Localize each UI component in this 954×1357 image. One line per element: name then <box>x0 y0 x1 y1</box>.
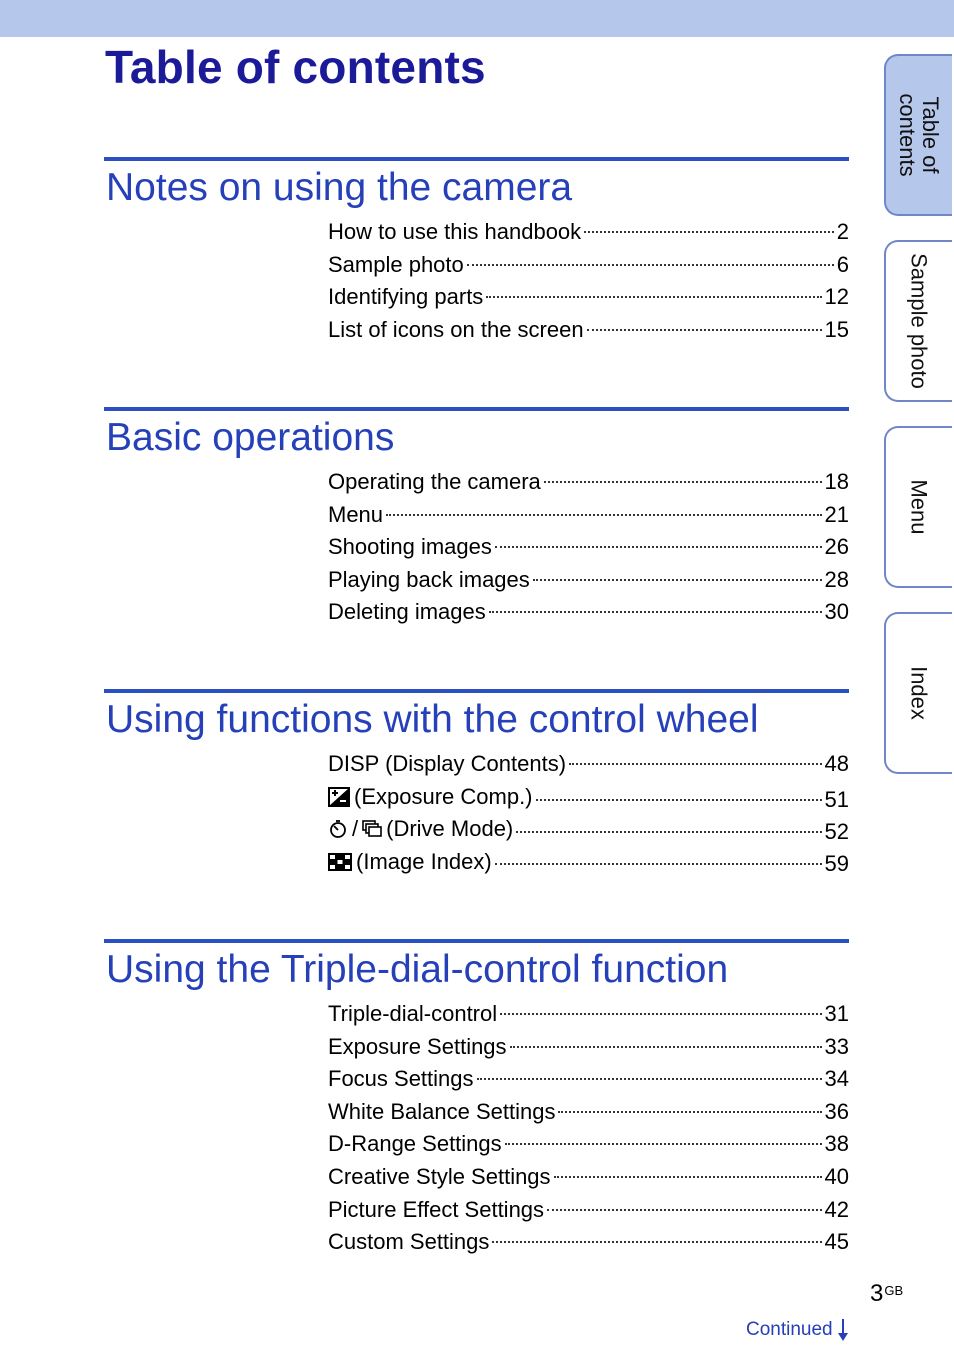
toc-entry-label: Custom Settings <box>328 1229 490 1255</box>
toc-entry-page: 36 <box>824 1098 849 1124</box>
top-bar <box>0 0 954 37</box>
leader-dots <box>500 1013 821 1015</box>
toc-entry-label: (Drive Mode) <box>386 816 514 842</box>
toc-entry-label: DISP (Display Contents) <box>328 751 567 776</box>
page-number <box>870 1280 903 1308</box>
toc-entry-label: How to use this handbook <box>328 219 582 244</box>
toc-entry-page: 33 <box>824 1033 849 1059</box>
section-rule <box>104 407 849 411</box>
toc-entry-page: 59 <box>824 850 849 876</box>
section-title[interactable]: Using functions with the control wheel <box>106 698 759 741</box>
page-title: Table of contents <box>105 41 486 93</box>
section-control-wheel <box>104 689 849 743</box>
tab-label-line2: contents <box>895 93 920 177</box>
toc-entry-label-group <box>328 849 492 875</box>
toc-entry-page: 18 <box>824 469 849 494</box>
page-number-value: 3 <box>870 1280 884 1307</box>
leader-dots <box>495 546 822 548</box>
toc-entry-page: 31 <box>824 1001 849 1026</box>
leader-dots <box>467 264 834 266</box>
toc-entries <box>328 469 849 632</box>
toc-entry[interactable] <box>328 534 849 567</box>
toc-entry-label: Exposure Settings <box>328 1033 507 1059</box>
section-rule <box>104 939 849 943</box>
toc-entry-page: 45 <box>824 1229 849 1255</box>
exposure-comp-icon <box>328 787 350 807</box>
leader-dots <box>505 1143 822 1145</box>
leader-dots <box>569 763 822 765</box>
toc-entry[interactable] <box>328 816 849 849</box>
toc-entry-page: 52 <box>824 819 849 845</box>
toc-entry[interactable] <box>328 784 849 817</box>
toc-entry-label: Picture Effect Settings <box>328 1196 545 1222</box>
toc-entry[interactable] <box>328 567 849 600</box>
toc-entries <box>328 219 849 349</box>
tab-label: Menu <box>906 479 932 535</box>
section-rule <box>104 157 849 161</box>
toc-entry[interactable] <box>328 1066 849 1099</box>
toc-entry-label: Identifying parts <box>328 284 484 310</box>
page-number-suffix: GB <box>884 1283 904 1298</box>
toc-entry-label: White Balance Settings <box>328 1098 556 1124</box>
toc-entry-label: Creative Style Settings <box>328 1163 551 1189</box>
toc-entry[interactable] <box>328 1001 849 1034</box>
toc-entry-label: Triple-dial-control <box>328 1001 498 1026</box>
toc-entry[interactable] <box>328 1197 849 1230</box>
leader-dots <box>536 799 822 801</box>
image-index-icon <box>328 853 352 871</box>
leader-dots <box>544 481 822 483</box>
toc-entry-label: D-Range Settings <box>328 1131 502 1157</box>
toc-entry[interactable] <box>328 751 849 784</box>
leader-dots <box>486 296 821 298</box>
toc-entry[interactable] <box>328 849 849 882</box>
drive-mode-separator: / <box>352 816 359 842</box>
toc-entry-label-group <box>328 784 533 810</box>
leader-dots <box>558 1111 821 1113</box>
toc-entry-label: (Image Index) <box>356 848 492 874</box>
section-title[interactable]: Using the Triple-dial-control function <box>106 948 729 991</box>
toc-entry-label: Menu <box>328 501 384 527</box>
toc-entry[interactable] <box>328 1164 849 1197</box>
section-title[interactable]: Basic operations <box>106 416 395 459</box>
toc-entry-label: Focus Settings <box>328 1066 474 1092</box>
toc-entry-label: List of icons on the screen <box>328 316 584 342</box>
toc-entry-label: Shooting images <box>328 534 492 560</box>
toc-entry-page: 12 <box>824 284 849 310</box>
leader-dots <box>554 1176 822 1178</box>
section-triple-dial <box>104 939 849 993</box>
tab-label: Index <box>906 666 932 720</box>
toc-entry[interactable] <box>328 599 849 632</box>
continued-label: Continued <box>746 1319 833 1340</box>
tab-sample-photo[interactable] <box>884 240 952 402</box>
leader-dots <box>584 231 834 233</box>
leader-dots <box>587 329 822 331</box>
toc-entry-page: 42 <box>824 1196 849 1222</box>
toc-entry[interactable] <box>328 1034 849 1067</box>
tab-label-line1: Table of <box>918 96 943 174</box>
toc-entry[interactable] <box>328 469 849 502</box>
leader-dots <box>492 1241 821 1243</box>
section-notes <box>104 157 849 211</box>
tab-table-of-contents[interactable] <box>884 54 952 216</box>
toc-entry[interactable] <box>328 502 849 535</box>
toc-entry-page: 34 <box>824 1066 849 1092</box>
toc-entry[interactable] <box>328 1131 849 1164</box>
toc-entry-label: Sample photo <box>328 251 464 277</box>
tab-label <box>896 93 942 176</box>
toc-entry-page: 6 <box>836 251 849 277</box>
section-rule <box>104 689 849 693</box>
toc-entry-label: Deleting images <box>328 599 486 625</box>
tab-menu[interactable] <box>884 426 952 588</box>
toc-entry-page: 2 <box>836 219 849 244</box>
toc-entry-page: 38 <box>824 1131 849 1157</box>
continued-link[interactable] <box>746 1318 849 1342</box>
leader-dots <box>516 831 821 833</box>
self-timer-icon <box>328 819 348 839</box>
tab-index[interactable] <box>884 612 952 774</box>
toc-entry-page: 15 <box>824 316 849 342</box>
toc-entry-label: (Exposure Comp.) <box>354 783 533 809</box>
section-title[interactable]: Notes on using the camera <box>106 166 573 209</box>
toc-entry-page: 21 <box>824 501 849 527</box>
toc-entries <box>328 751 849 881</box>
section-basic <box>104 407 849 461</box>
toc-entry-page: 51 <box>824 786 849 812</box>
toc-entry-page: 26 <box>824 534 849 560</box>
toc-entry-label-group <box>328 816 513 842</box>
toc-entry-label: Operating the camera <box>328 469 541 494</box>
leader-dots <box>495 863 822 865</box>
leader-dots <box>533 579 822 581</box>
leader-dots <box>386 514 821 516</box>
toc-entry-page: 28 <box>824 566 849 592</box>
toc-entry-page: 48 <box>824 751 849 776</box>
toc-entry-label: Playing back images <box>328 566 530 592</box>
toc-entry-page: 40 <box>824 1163 849 1189</box>
toc-entry-page: 30 <box>824 599 849 625</box>
leader-dots <box>489 611 822 613</box>
toc-entry[interactable] <box>328 1099 849 1132</box>
toc-entry[interactable] <box>328 284 849 317</box>
toc-entry[interactable] <box>328 1229 849 1262</box>
drive-mode-icon <box>362 820 382 838</box>
toc-entries <box>328 1001 849 1262</box>
tab-label: Sample photo <box>906 253 932 389</box>
arrow-down-icon <box>837 1318 849 1342</box>
toc-entry[interactable] <box>328 219 849 252</box>
leader-dots <box>510 1046 822 1048</box>
toc-entry[interactable] <box>328 252 849 285</box>
leader-dots <box>477 1078 822 1080</box>
toc-entry[interactable] <box>328 317 849 350</box>
leader-dots <box>547 1209 821 1211</box>
